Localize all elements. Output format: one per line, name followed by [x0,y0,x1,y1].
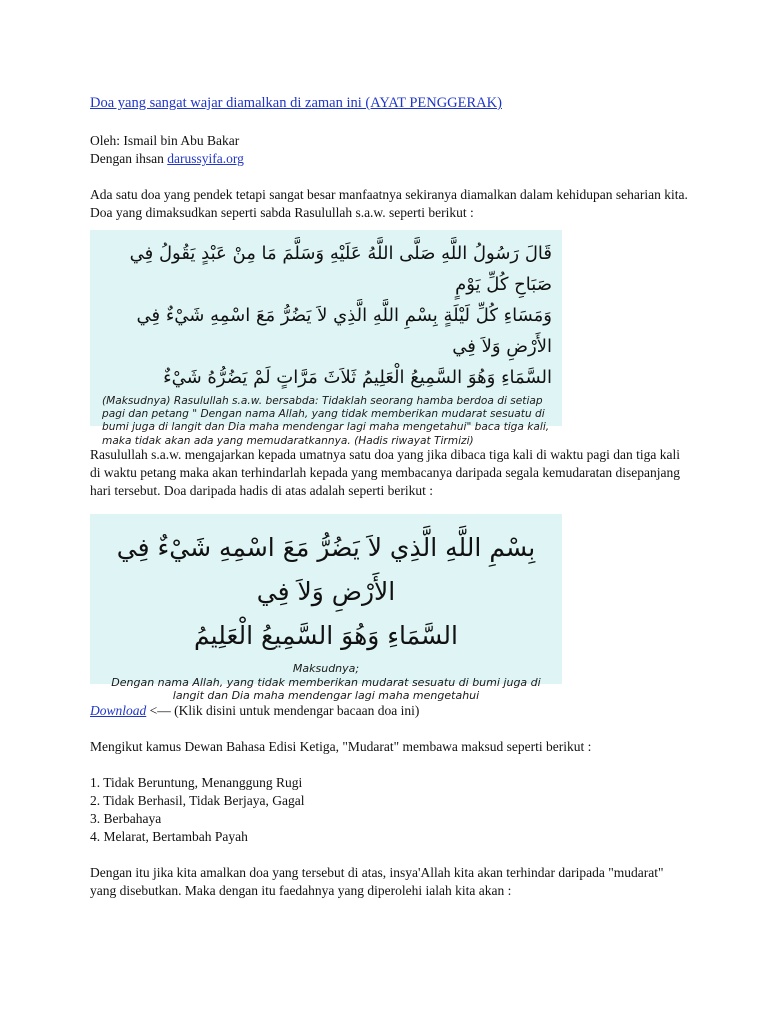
translation-text: Dengan nama Allah, yang tidak memberikan mudarat sesuatu di bumi juga di langit dan Dia maha mendengar lagi maha mengetahui [111,675,541,702]
arabic-line: قَالَ رَسُولُ اللَّهِ صَلَّى اللَّهُ عَلَيْهِ وَسَلَّمَ مَا مِنْ عَبْدٍ يَقُولُ فِي صَبَاحِ كُلِّ يَوْمٍ [129,243,552,295]
hadith-image [90,230,562,447]
list-item: 1. Tidak Beruntung, Menanggung Rugi [90,775,303,790]
kamus-paragraph: Mengikut kamus Dewan Bahasa Edisi Ketiga, "Mudarat" membawa maksud seperti berikut : [90,739,592,754]
mudarat-list [90,774,690,846]
spacer [90,720,690,738]
spacer [90,756,690,774]
download-note: <— (Klik disini untuk mendengar bacaan doa ini) [146,703,420,718]
arabic-line: وَمَسَاءِ كُلِّ لَيْلَةٍ بِسْمِ اللَّهِ الَّذِي لاَ يَضُرُّ مَعَ اسْمِهِ شَيْءٌ فِي الأَرْضِ وَلاَ فِي [136,305,552,357]
arabic-line: السَّمَاءِ وَهُوَ السَّمِيعُ الْعَلِيمُ ثَلاَثَ مَرَّاتٍ لَمْ يَضُرُّهُ شَيْءٌ [163,367,552,388]
spacer [90,168,690,186]
arabic-line: بِسْمِ اللَّهِ الَّذِي لاَ يَضُرُّ مَعَ اسْمِهِ شَيْءٌ فِي الأَرْضِ وَلاَ فِي [116,533,536,606]
article [90,94,690,900]
credit-prefix: Dengan ihsan [90,151,168,166]
spacer [90,846,690,864]
closing-paragraph: Dengan itu jika kita amalkan doa yang tersebut di atas, insya'Allah kita akan terhindar daripada "mudarat" yang disebutkan. Maka dengan itu faedahnya yang diperolehi ialah kita akan : [90,865,664,898]
download-line [90,702,690,720]
list-item: 4. Melarat, Bertambah Payah [90,829,248,844]
list-item: 2. Tidak Berhasil, Tidak Berjaya, Gagal [90,793,305,808]
doa-image [90,514,562,702]
intro-paragraph: Ada satu doa yang pendek tetapi sangat besar manfaatnya sekiranya diamalkan dalam kehidupan seharian kita. Doa yang dimaksudkan seperti sabda Rasulullah s.a.w. seperti berikut : [90,187,688,220]
article-title-link[interactable]: Doa yang sangat wajar diamalkan di zaman ini (AYAT PENGGERAK) [90,95,502,111]
list-item: 3. Berbahaya [90,811,162,826]
source-link[interactable]: darussyifa.org [167,151,244,166]
hadith-translation: (Maksudnya) Rasulullah s.a.w. bersabda: Tidaklah seorang hamba berdoa di setiap pagi dan petang " Dengan nama Allah, yang tidak memberikan mudarat sesuatu di bumi juga di langit dan Dia maha mendengar lagi maha mengetahui" baca tiga kali, maka tidak akan ada yang memudaratkannya. (Hadis riwayat Tirmizi) [102,395,550,447]
credit-line [90,150,690,168]
explanation-paragraph: Rasulullah s.a.w. mengajarkan kepada umatnya satu doa yang jika dibaca tiga kali di waktu pagi dan tiga kali di waktu petang maka akan terhindarlah kepada yang membacanya daripada segala kemudaratan disepanjang hari tersebut. Doa daripada hadis di atas adalah seperti berikut : [90,447,680,498]
arabic-hadith-text [90,230,562,393]
spacer [90,112,690,132]
author-line: Oleh: Ismail bin Abu Bakar [90,133,240,148]
doa-translation [90,658,562,703]
translation-label: Maksudnya; [292,662,360,675]
arabic-line: السَّمَاءِ وَهُوَ السَّمِيعُ الْعَلِيمُ [194,621,458,650]
arabic-doa-text [90,514,562,658]
download-link[interactable]: Download [90,703,147,718]
